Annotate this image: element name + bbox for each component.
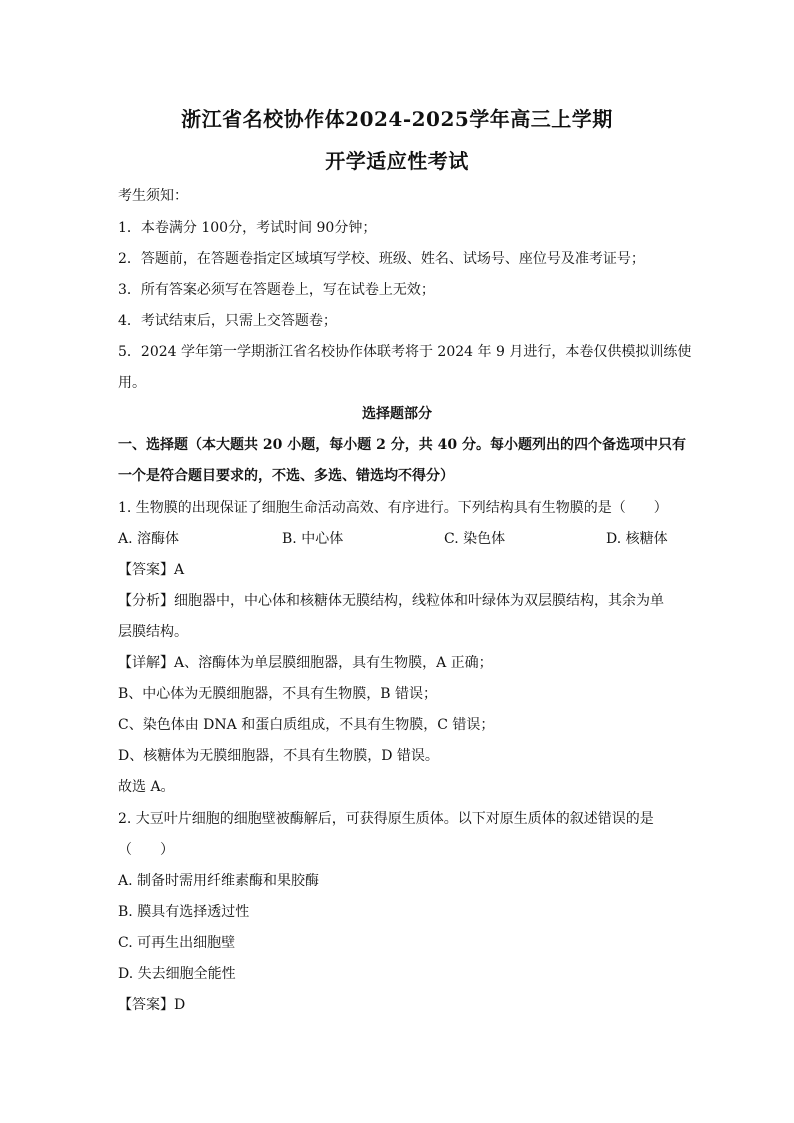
question-1-option-a: A. 溶酶体 [118,531,180,547]
question-1-option-b: B. 中心体 [282,531,344,547]
question-2-option-d: D. 失去细胞全能性 [118,966,236,982]
question-2-stem: 2. 大豆叶片细胞的细胞壁被酶解后，可获得原生质体。以下对原生质体的叙述错误的是 [118,811,654,827]
notice-item: 用。 [118,375,146,391]
question-1-detail: D、核糖体为无膜细胞器，不具有生物膜，D 错误。 [118,748,439,764]
question-2-option-b: B. 膜具有选择透过性 [118,904,250,920]
question-1-detail: B、中心体为无膜细胞器，不具有生物膜，B 错误； [118,686,438,702]
question-2-option-a: A. 制备时需用纤维素酶和果胶酶 [118,873,320,889]
question-2-answer: 【答案】D [118,997,186,1013]
question-1-detail: 【详解】A、溶酶体为单层膜细胞器，具有生物膜，A 正确； [118,655,493,671]
question-1-detail: C、染色体由 DNA 和蛋白质组成，不具有生物膜，C 错误； [118,717,495,733]
section-title: 选择题部分 [362,406,432,422]
question-1-analysis: 层膜结构。 [118,624,188,640]
question-2-stem: （ ） [118,842,174,858]
question-1-analysis: 【分析】细胞器中，中心体和核糖体无膜结构，线粒体和叶绿体为双层膜结构，其余为单 [118,593,664,609]
notice-item: 1．本卷满分 100分，考试时间 90分钟； [118,220,377,236]
question-2-option-c: C. 可再生出细胞壁 [118,935,236,951]
question-1-conclusion: 故选 A。 [118,779,175,795]
notice-item: 5．2024 学年第一学期浙江省名校协作体联考将于 2024 年 9 月进行，本卷仅供模拟训练使 [118,344,692,360]
notice-item: 4．考试结束后，只需上交答题卷； [118,313,337,329]
notice-heading: 考生须知： [118,188,188,204]
notice-item: 3．所有答案必须写在答题卷上，写在试卷上无效； [118,282,435,298]
section-instruction: 一个是符合题目要求的，不选、多选、错选均不得分） [118,468,454,484]
notice-item: 2．答题前，在答题卷指定区域填写学校、班级、姓名、试场号、座位号及准考证号； [118,251,645,267]
exam-title-line1: 浙江省名校协作体2024-2025学年高三上学期 [181,107,613,131]
question-1-answer: 【答案】A [118,562,185,578]
question-1-option-c: C. 染色体 [444,531,506,547]
exam-title-line2: 开学适应性考试 [325,149,469,173]
section-instruction: 一、选择题（本大题共 20 小题，每小题 2 分，共 40 分。每小题列出的四个备选项中只有 [118,437,686,453]
question-1-option-d: D. 核糖体 [606,531,668,547]
question-1-stem: 1. 生物膜的出现保证了细胞生命活动高效、有序进行。下列结构具有生物膜的是（ ） [118,500,668,516]
